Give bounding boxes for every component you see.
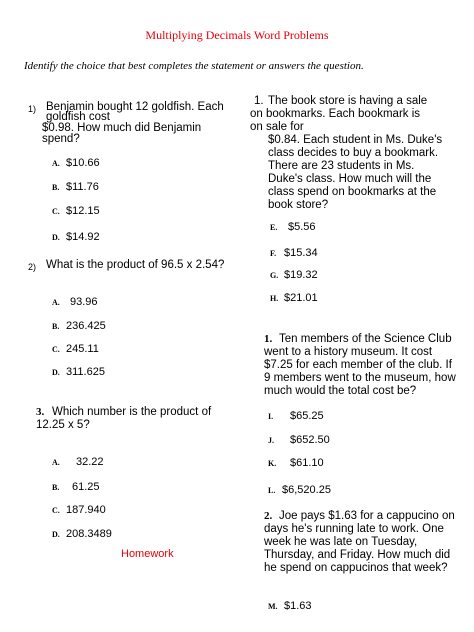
answer-choice[interactable]: A. $10.66 bbox=[52, 157, 100, 169]
answer-choice[interactable]: K. $61.10 bbox=[268, 457, 324, 469]
question-number: 2. bbox=[264, 510, 273, 522]
answer-choice[interactable]: L. $6,520.25 bbox=[268, 484, 331, 496]
question-text-line: $0.84. Each student in Ms. Duke's bbox=[268, 134, 443, 146]
answer-choice[interactable]: J. $652.50 bbox=[268, 434, 330, 446]
answer-choice[interactable]: C. $12.15 bbox=[52, 205, 100, 217]
answer-choice[interactable]: D. $14.92 bbox=[52, 231, 100, 243]
question-text-line: much would the total cost be? bbox=[264, 385, 417, 397]
answer-choice[interactable]: G. $19.32 bbox=[270, 269, 318, 281]
question-text-line: $7.25 for each member of the club. If bbox=[264, 359, 452, 371]
answer-choice[interactable]: A. 93.96 bbox=[52, 296, 98, 308]
question-text-line: on bookmarks. Each bookmark is bbox=[250, 108, 421, 120]
question-text-line: Joe pays $1.63 for a cappucino on bbox=[279, 510, 455, 522]
question-text-line: week he was late on Tuesday, bbox=[264, 536, 418, 548]
question-text-line: $0.98. How much did Benjamin bbox=[42, 122, 202, 134]
question-number: 2) bbox=[28, 262, 37, 272]
question-text-line: There are 23 students in Ms. bbox=[268, 160, 415, 172]
answer-choice[interactable]: C. 245.11 bbox=[52, 343, 99, 355]
page-title: Multiplying Decimals Word Problems bbox=[145, 28, 329, 42]
question-number: 1. bbox=[254, 95, 264, 107]
homework-label: Homework bbox=[121, 548, 174, 560]
question-text-line: The book store is having a sale bbox=[268, 95, 428, 107]
answer-choice[interactable]: H. $21.01 bbox=[270, 292, 318, 304]
answer-choice[interactable]: D. 311.625 bbox=[52, 366, 105, 378]
question-text-line: What is the product of 96.5 x 2.54? bbox=[46, 259, 225, 271]
question-text-line: Duke's class. How much will the bbox=[268, 173, 432, 185]
question-text-line: days he's running late to work. One bbox=[264, 523, 444, 535]
question-text-line: Ten members of the Science Club bbox=[279, 333, 452, 345]
question-text-line: goldfish cost bbox=[46, 111, 110, 123]
answer-choice[interactable]: C. 187.940 bbox=[52, 504, 106, 516]
answer-choice[interactable]: M. $1.63 bbox=[268, 600, 312, 612]
answer-choice[interactable]: A. 32.22 bbox=[52, 456, 104, 468]
instructions: Identify the choice that best completes the statement or answers the question. bbox=[24, 60, 364, 72]
question-text-line: Benjamin bought 12 goldfish. Each bbox=[46, 101, 224, 113]
answer-choice[interactable]: D. 208.3489 bbox=[52, 528, 112, 540]
question-text-line: Which number is the product of bbox=[52, 406, 212, 418]
question-number: 1. bbox=[264, 333, 273, 345]
question-number: 3. bbox=[36, 406, 45, 418]
question-text-line: book store? bbox=[268, 199, 329, 211]
answer-choice[interactable]: B. 61.25 bbox=[52, 481, 100, 493]
question-text-line: spend? bbox=[42, 133, 80, 145]
answer-choice[interactable]: F. $15.34 bbox=[270, 247, 318, 259]
answer-choice[interactable]: B. 236.425 bbox=[52, 320, 106, 332]
question-number: 1) bbox=[28, 104, 37, 114]
question-text-line: class decides to buy a bookmark. bbox=[268, 147, 439, 159]
question-text-line: Thursday, and Friday. How much did bbox=[264, 549, 451, 561]
question-text-line: 12.25 x 5? bbox=[36, 419, 90, 431]
question-text-line: on sale for bbox=[250, 121, 304, 133]
answer-choice[interactable]: I. $65.25 bbox=[268, 410, 324, 422]
question-text-line: class spend on bookmarks at the bbox=[268, 186, 437, 198]
answer-choice[interactable]: E. $5.56 bbox=[270, 221, 316, 233]
question-text-line: 9 members went to the museum, how bbox=[264, 372, 456, 384]
question-text-line: went to a history museum. It cost bbox=[264, 346, 433, 358]
question-text-line: he spend on cappucinos that week? bbox=[264, 562, 448, 574]
answer-choice[interactable]: B. $11.76 bbox=[52, 181, 99, 193]
